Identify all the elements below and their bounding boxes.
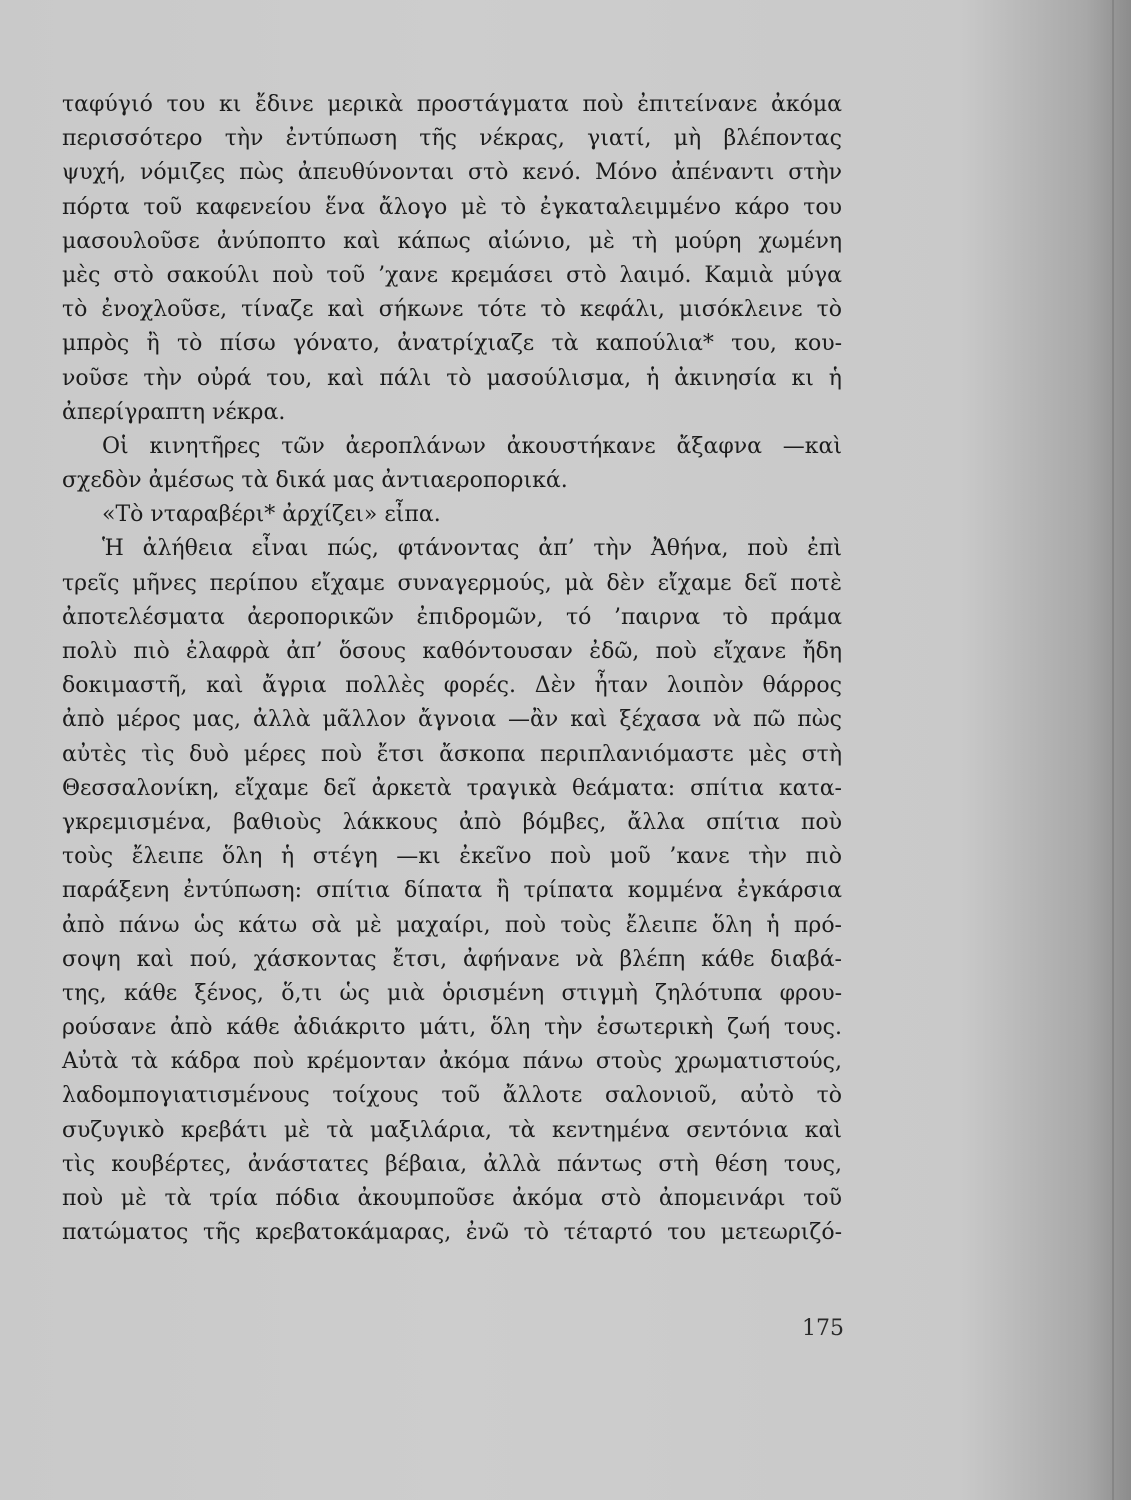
text-line: ἀπὸ μέρος μας, ἀλλὰ μᾶλλον ἄγνοια —ἂν καὶ ξέχασα νὰ πῶ πὼς xyxy=(62,707,842,733)
text-line: πολὺ πιὸ ἐλαφρὰ ἀπ’ ὅσους καθόντουσαν ἐδῶ, ποὺ εἴχανε ἤδη xyxy=(62,639,842,664)
page-edge-shadow xyxy=(1112,0,1114,1500)
text-line: της, κάθε ξένος, ὅ,τι ὡς μιὰ ὁρισμένη στιγμὴ ζηλότυπα φρου- xyxy=(62,980,842,1006)
text-line: ψυχή, νόμιζες πὼς ἀπευθύνονται στὸ κενό. Μόνο ἀπέναντι στὴν xyxy=(62,160,842,186)
text-line: παράξενη ἐντύπωση: σπίτια δίπατα ἢ τρίπατα κομμένα ἐγκάρσια xyxy=(62,878,842,904)
text-line: αὐτὲς τὶς δυὸ μέρες ποὺ ἔτσι ἄσκοπα περιπλανιόμαστε μὲς στὴ xyxy=(62,741,842,767)
text-line: τοὺς ἔλειπε ὅλη ἡ στέγη —κι ἐκεῖνο ποὺ μοῦ ’κανε τὴν πιὸ xyxy=(62,844,842,870)
text-line: μασουλοῦσε ἀνύποπτο καὶ κάπως αἰώνιο, μὲ τὴ μούρη χωμένη xyxy=(62,228,842,254)
text-line: περισσότερο τὴν ἐντύπωση τῆς νέκρας, γιατί, μὴ βλέποντας xyxy=(62,126,842,152)
text-line: γκρεμισμένα, βαθιοὺς λάκκους ἀπὸ βόμβες, ἄλλα σπίτια ποὺ xyxy=(62,809,842,835)
text-line: μπρὸς ἢ τὸ πίσω γόνατο, ἀνατρίχιαζε τὰ καπούλια* του, κου- xyxy=(62,331,842,357)
text-line: Οἱ κινητῆρες τῶν ἀεροπλάνων ἀκουστήκανε ἄξαφνα —καὶ xyxy=(102,433,842,459)
text-line: τὸ ἐνοχλοῦσε, τίναζε καὶ σήκωνε τότε τὸ κεφάλι, μισόκλεινε τὸ xyxy=(62,297,842,323)
text-line: «Τὸ νταραβέρι* ἀρχίζει» εἶπα. xyxy=(102,502,441,528)
text-line: ταφύγιό του κι ἔδινε μερικὰ προστάγματα ποὺ ἐπιτείνανε ἀκόμα xyxy=(62,92,842,117)
text-line: δοκιμαστῆ, καὶ ἄγρια πολλὲς φορές. Δὲν ἦταν λοιπὸν θάρρος xyxy=(62,673,842,699)
text-line: λαδομπογιατισμένους τοίχους τοῦ ἄλλοτε σαλονιοῦ, αὐτὸ τὸ xyxy=(62,1083,842,1109)
body-text xyxy=(62,88,842,1250)
text-line: Θεσσαλονίκη, εἴχαμε δεῖ ἀρκετὰ τραγικὰ θεάματα: σπίτια κατα- xyxy=(62,775,842,801)
text-line: ἀποτελέσματα ἀεροπορικῶν ἐπιδρομῶν, τό ’παιρνα τὸ πράμα xyxy=(62,604,842,630)
text-line: μὲς στὸ σακούλι ποὺ τοῦ ’χανε κρεμάσει στὸ λαιμό. Καμιὰ μύγα xyxy=(62,262,842,288)
text-line: σοψη καὶ πού, χάσκοντας ἔτσι, ἀφήνανε νὰ βλέπη κάθε διαβά- xyxy=(62,946,842,972)
text-line: ρούσανε ἀπὸ κάθε ἀδιάκριτο μάτι, ὅλη τὴν ἐσωτερικὴ ζωή τους. xyxy=(62,1015,842,1041)
text-line: ποὺ μὲ τὰ τρία πόδια ἀκουμποῦσε ἀκόμα στὸ ἀπομεινάρι τοῦ xyxy=(62,1186,842,1211)
text-line: ἀπερίγραπτη νέκρα. xyxy=(62,399,286,425)
text-line: σχεδὸν ἀμέσως τὰ δικά μας ἀντιαεροπορικά. xyxy=(62,468,568,494)
text-line: Ἡ ἀλήθεια εἶναι πώς, φτάνοντας ἀπ’ τὴν Ἀθήνα, ποὺ ἐπὶ xyxy=(102,536,842,562)
page-number: 175 xyxy=(802,1316,844,1341)
text-line: πατώματος τῆς κρεβατοκάμαρας, ἐνῶ τὸ τέταρτό του μετεωριζό- xyxy=(62,1220,842,1246)
text-line: νοῦσε τὴν οὐρά του, καὶ πάλι τὸ μασούλισμα, ἡ ἀκινησία κι ἡ xyxy=(62,365,842,391)
text-line: τὶς κουβέρτες, ἀνάστατες βέβαια, ἀλλὰ πάντως στὴ θέση τους, xyxy=(62,1151,842,1177)
text-line: πόρτα τοῦ καφενείου ἕνα ἄλογο μὲ τὸ ἐγκαταλειμμένο κάρο του xyxy=(62,194,842,220)
text-line: ἀπὸ πάνω ὡς κάτω σὰ μὲ μαχαίρι, ποὺ τοὺς ἔλειπε ὅλη ἡ πρό- xyxy=(62,912,842,938)
text-line: τρεῖς μῆνες περίπου εἴχαμε συναγερμούς, μὰ δὲν εἴχαμε δεῖ ποτὲ xyxy=(62,570,842,596)
text-line: συζυγικὸ κρεβάτι μὲ τὰ μαξιλάρια, τὰ κεντημένα σεντόνια καὶ xyxy=(62,1117,842,1143)
text-line: Αὐτὰ τὰ κάδρα ποὺ κρέμονταν ἀκόμα πάνω στοὺς χρωματιστούς, xyxy=(62,1049,842,1075)
